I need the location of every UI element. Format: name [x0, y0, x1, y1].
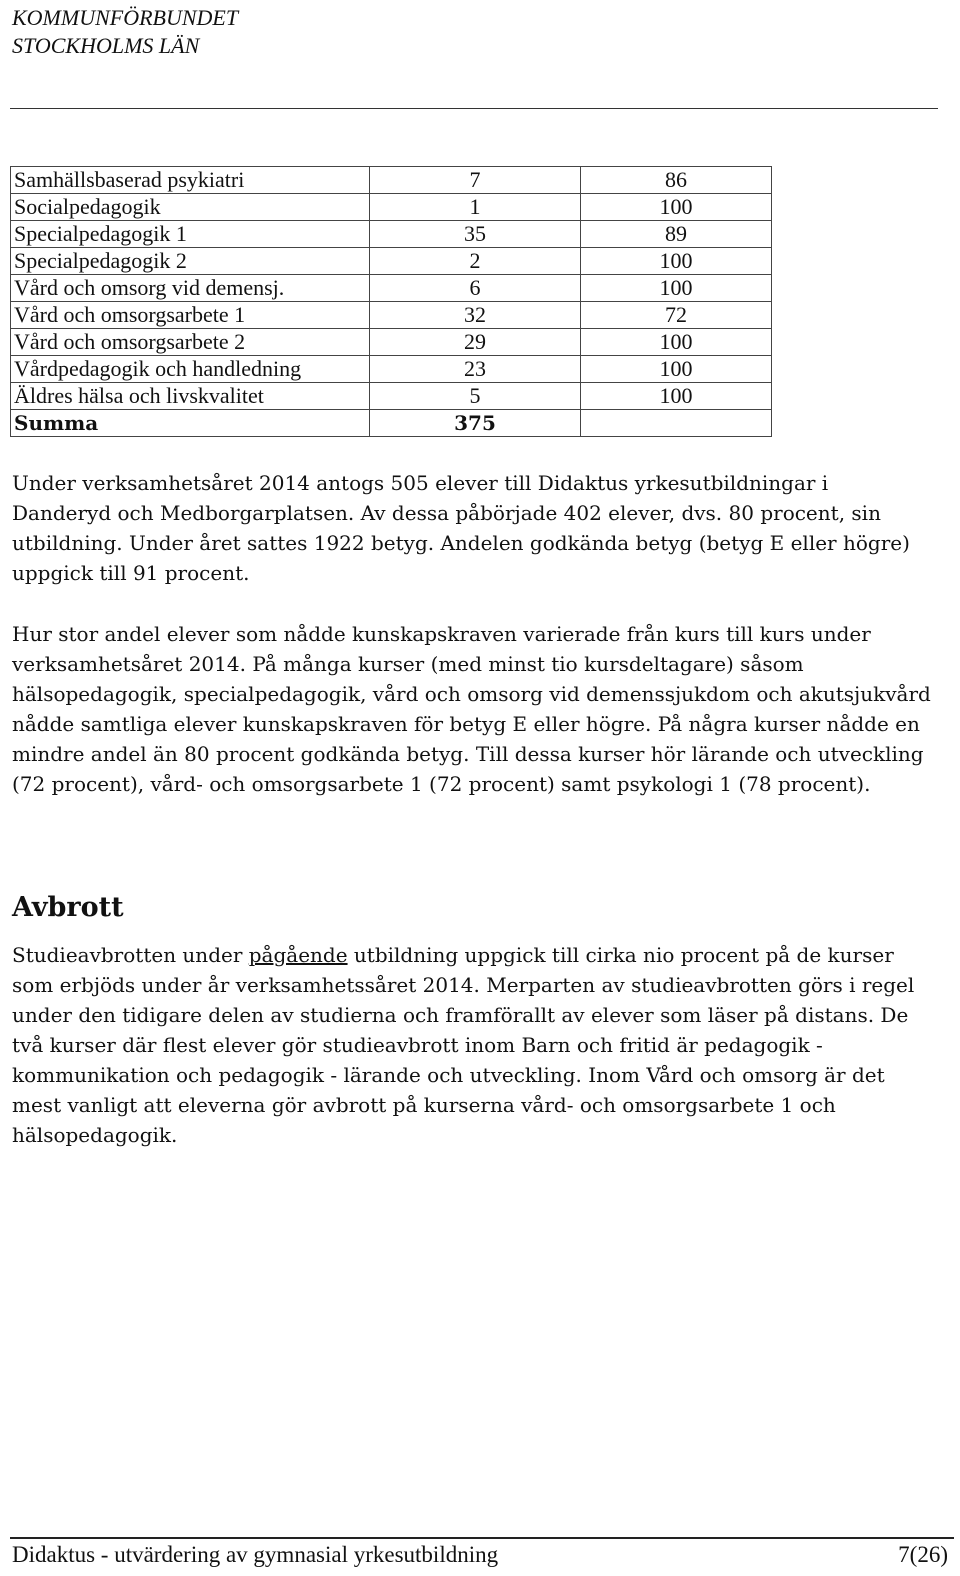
pass-rate-cell: 100 [581, 194, 772, 221]
table-row [11, 167, 772, 194]
organization-line-2: STOCKHOLMS LÄN [12, 33, 200, 58]
pass-rate-cell: 100 [581, 383, 772, 410]
pass-rate-cell: 100 [581, 356, 772, 383]
organization-line-1: KOMMUNFÖRBUNDET [12, 5, 239, 30]
student-count-cell: 32 [370, 302, 581, 329]
table-row [11, 329, 772, 356]
course-name-cell: Specialpedagogik 2 [11, 248, 370, 275]
pass-rate-cell: 100 [581, 275, 772, 302]
table-row [11, 194, 772, 221]
paragraph-dropouts-rest: utbildning uppgick till cirka nio procent på de kurser som erbjöds under år verksamhetssåret 2014. Merparten av studieavbrotten görs i regel under den tidigare delen av studierna och framförallt av elever som läser på distans. De två kurser där flest elever gör studieavbrott inom Barn och fritid är pedagogik - kommunikation och pedagogik - lärande och utveckling. Inom Vård och omsorg är det mest vanligt att eleverna gör avbrott på kurserna vård- och omsorgsarbete 1 och hälsopedagogik. [12, 943, 915, 1147]
student-count-cell: 29 [370, 329, 581, 356]
course-name-cell: Specialpedagogik 1 [11, 221, 370, 248]
course-name-cell: Vård och omsorgsarbete 2 [11, 329, 370, 356]
table-row [11, 275, 772, 302]
paragraph-dropouts [12, 940, 932, 1150]
paragraph-dropouts-start: Studieavbrotten under [12, 943, 249, 967]
section-heading-avbrott: Avbrott [12, 892, 124, 923]
pass-rate-cell: 100 [581, 248, 772, 275]
pass-rate-cell: 72 [581, 302, 772, 329]
student-count-cell: 6 [370, 275, 581, 302]
student-count-cell: 2 [370, 248, 581, 275]
course-results-table [10, 166, 772, 437]
student-count-cell: 5 [370, 383, 581, 410]
student-count-cell: 7 [370, 167, 581, 194]
paragraph-knowledge-requirements: Hur stor andel elever som nådde kunskapskraven varierade från kurs till kurs under verksamhetsåret 2014. På många kurser (med minst tio kursdeltagare) såsom hälsopedagogik, specialpedagogik, vård och omsorg vid demenssjukdom och akutsjukvård nådde samtliga elever kunskapskraven för betyg E eller högre. På några kurser nådde en mindre andel än 80 procent godkända betyg. Till dessa kurser hör lärande och utveckling (72 procent), vård- och omsorgsarbete 1 (72 procent) samt psykologi 1 (78 procent). [12, 622, 931, 796]
course-name-cell: Vårdpedagogik och handledning [11, 356, 370, 383]
pass-rate-cell: 86 [581, 167, 772, 194]
footer-document-title: Didaktus - utvärdering av gymnasial yrkesutbildning [12, 1542, 499, 1567]
header-divider [10, 108, 938, 109]
course-name-cell: Samhällsbaserad psykiatri [11, 167, 370, 194]
summary-pass-rate [581, 410, 772, 437]
pass-rate-cell: 89 [581, 221, 772, 248]
table-row [11, 356, 772, 383]
pass-rate-cell: 100 [581, 329, 772, 356]
footer-divider [10, 1537, 954, 1539]
course-name-cell: Socialpedagogik [11, 194, 370, 221]
course-name-cell: Äldres hälsa och livskvalitet [11, 383, 370, 410]
summary-row [11, 410, 772, 437]
course-name-cell: Vård och omsorgsarbete 1 [11, 302, 370, 329]
paragraph-admissions: Under verksamhetsåret 2014 antogs 505 elever till Didaktus yrkesutbildningar i Danderyd och Medborgarplatsen. Av dessa påbörjade 402 elever, dvs. 80 procent, sin utbildning. Under året sattes 1922 betyg. Andelen godkända betyg (betyg E eller högre) uppgick till 91 procent. [12, 471, 910, 585]
table-row [11, 221, 772, 248]
course-name-cell: Vård och omsorg vid demensj. [11, 275, 370, 302]
student-count-cell: 35 [370, 221, 581, 248]
summary-count: 375 [370, 410, 581, 437]
student-count-cell: 23 [370, 356, 581, 383]
course-rows [11, 167, 772, 437]
underlined-word: pågående [248, 943, 348, 967]
summary-label: Summa [11, 410, 370, 437]
student-count-cell: 1 [370, 194, 581, 221]
table-row [11, 302, 772, 329]
footer-page-number: 7(26) [898, 1542, 948, 1567]
organization-name [12, 4, 238, 60]
table-row [11, 248, 772, 275]
table-row [11, 383, 772, 410]
